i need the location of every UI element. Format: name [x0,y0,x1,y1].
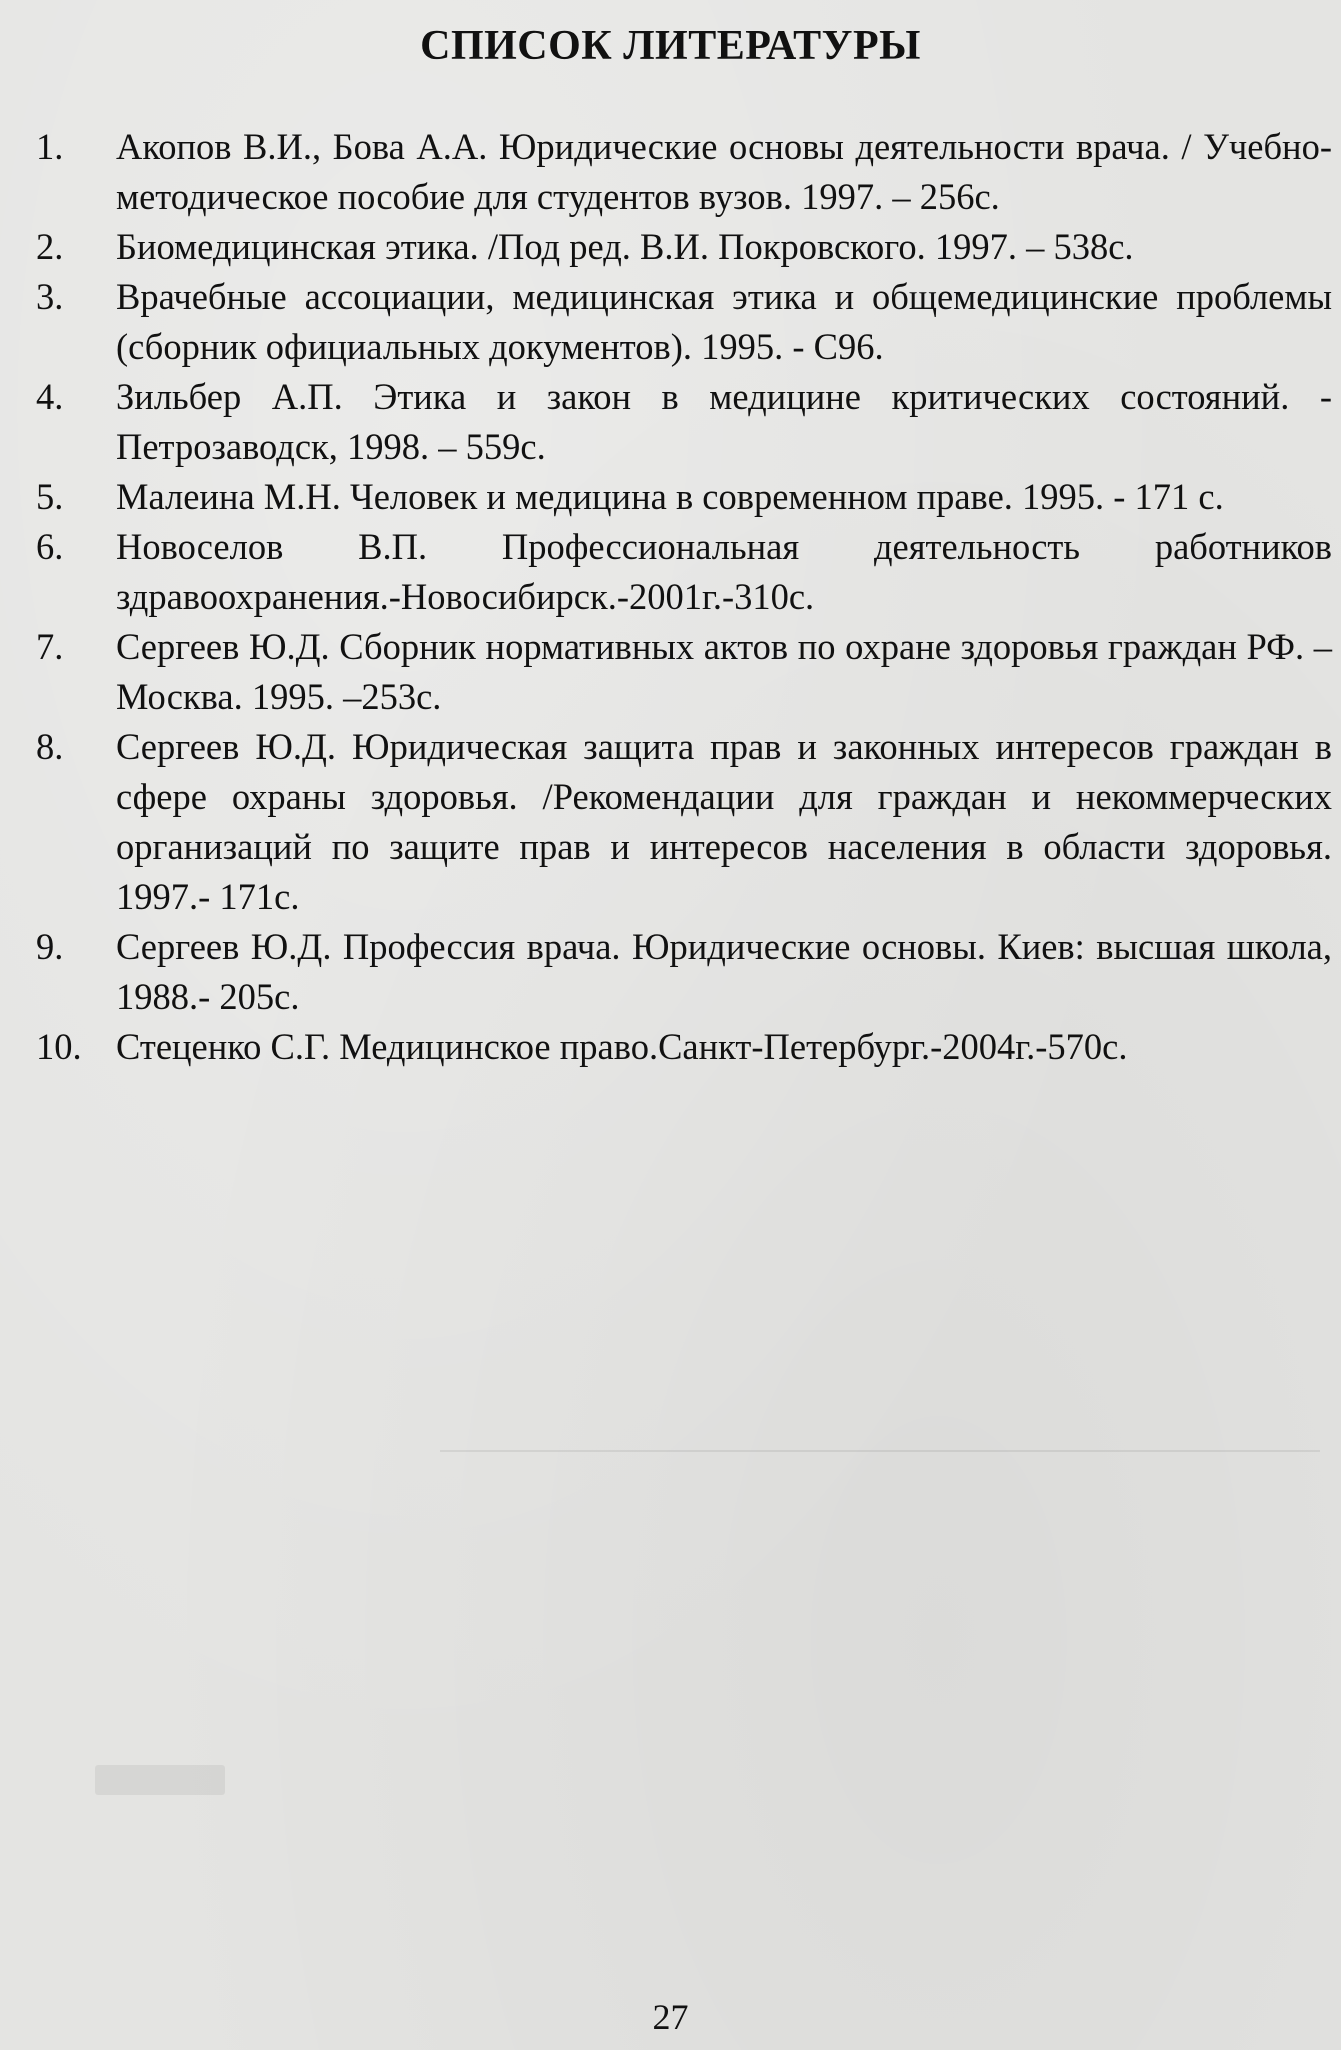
reference-item [36,272,1332,372]
reference-number: 9. [36,926,64,967]
reference-text: Зильбер А.П. Этика и закон в медицине критических состояний. - Петрозаводск, 1998. – 559с. [116,376,1332,467]
reference-list [36,122,1332,1072]
reference-number: 7. [36,626,64,667]
reference-text: Сергеев Ю.Д. Профессия врача. Юридические основы. Киев: высшая школа, 1988.- 205с. [116,926,1332,1017]
reference-text: Сергеев Ю.Д. Юридическая защита прав и законных интересов граждан в сфере охраны здоровья. /Рекомендации для граждан и некоммерческих организаций по защите прав и интересов населения в области здоровья. 1997.- 171с. [116,726,1332,917]
page-number: 27 [652,1997,689,2037]
reference-item [36,1022,1332,1072]
reference-text: Врачебные ассоциации, медицинская этика и общемедицинские проблемы (сборник официальных документов). 1995. - С96. [116,276,1332,367]
reference-item [36,222,1332,272]
reference-number: 10. [36,1026,82,1067]
page-title: СПИСОК ЛИТЕРАТУРЫ [420,23,921,69]
reference-text: Сергеев Ю.Д. Сборник нормативных актов по охране здоровья граждан РФ. – Москва. 1995. –253с. [116,626,1332,717]
reference-text: Малеина М.Н. Человек и медицина в современном праве. 1995. - 171 с. [116,476,1224,517]
reference-item [36,622,1332,722]
reference-item [36,922,1332,1022]
reference-number: 4. [36,376,64,417]
reference-number: 5. [36,476,64,517]
reference-number: 1. [36,126,64,167]
reference-number: 8. [36,726,64,767]
scan-smudge [95,1765,225,1795]
reference-number: 3. [36,276,64,317]
reference-text: Акопов В.И., Бова А.А. Юридические основы деятельности врача. / Учебно-методическое пособие для студентов вузов. 1997. – 256с. [116,126,1332,217]
reference-item [36,372,1332,472]
bleed-through-rule [440,1450,1320,1452]
reference-item [36,122,1332,222]
reference-item [36,472,1332,522]
reference-item [36,522,1332,622]
reference-text: Новоселов В.П. Профессиональная деятельность работников здравоохранения.-Новосибирск.-2001г.-310с. [116,526,1332,617]
reference-number: 2. [36,226,64,267]
reference-number: 6. [36,526,64,567]
reference-item [36,722,1332,922]
reference-text: Биомедицинская этика. /Под ред. В.И. Покровского. 1997. – 538с. [116,226,1134,267]
reference-text: Стеценко С.Г. Медицинское право.Санкт-Петербург.-2004г.-570с. [116,1026,1128,1067]
